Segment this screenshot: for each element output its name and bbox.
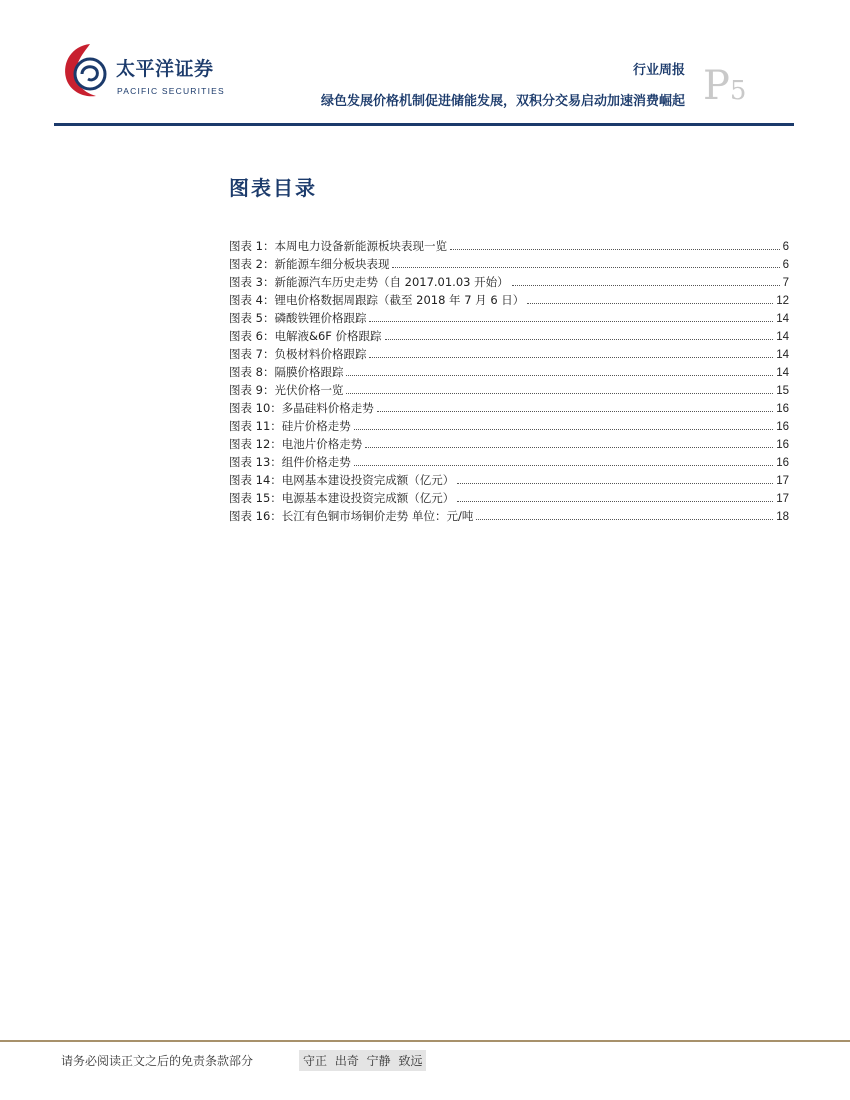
toc-entry-label: 图表 6：电解液&6F 价格跟踪 [229,329,382,343]
toc-entry[interactable] [229,454,789,472]
toc-entry-label: 图表 4：锂电价格数据周跟踪（截至 2018 年 7 月 6 日） [229,293,525,307]
toc-entry[interactable] [229,328,789,346]
logo-english-name: PACIFIC SECURITIES [117,86,225,96]
toc-entry[interactable] [229,292,789,310]
toc-entry-label: 图表 8：隔膜价格跟踪 [229,365,344,379]
toc-entry-label: 图表 13：组件价格走势 [229,455,351,469]
report-type: 行业周报 [632,63,685,78]
toc-leader-dots [369,321,773,322]
footer-disclaimer: 请务必阅读正文之后的免责条款部分 [61,1054,254,1068]
toc-entry-page: 14 [776,367,789,379]
toc-entry-label: 图表 2：新能源车细分板块表现 [229,257,390,271]
toc-entry[interactable] [229,310,789,328]
toc-leader-dots [457,483,773,484]
toc-entry-label: 图表 16：长江有色铜市场铜价走势 单位：元/吨 [229,509,474,523]
toc-entry-page: 14 [776,313,789,325]
toc-entry[interactable] [229,274,789,292]
toc-entry-page: 16 [776,457,789,469]
toc-entry[interactable] [229,418,789,436]
toc-entry-page: 16 [776,403,789,415]
toc-entry-label: 图表 11：硅片价格走势 [229,419,351,433]
toc-leader-dots [365,447,773,448]
toc-entry-page: 16 [776,439,789,451]
footer-divider [0,1040,850,1042]
toc-leader-dots [354,465,773,466]
toc-entry-page: 18 [776,511,789,523]
toc-entry-page: 16 [776,421,789,433]
toc-entry-page: 17 [776,493,789,505]
toc-entry-page: 12 [776,295,789,307]
footer-slogan: 守正 出奇 宁静 致远 [299,1050,426,1071]
toc-leader-dots [369,357,773,358]
toc-entry-label: 图表 15：电源基本建设投资完成额（亿元） [229,491,455,505]
header-divider [54,123,794,126]
toc-leader-dots [377,411,773,412]
page-number [703,63,747,109]
company-logo [60,40,280,100]
toc-heading: 图表目录 [229,176,317,200]
toc-entry[interactable] [229,400,789,418]
toc-leader-dots [457,501,773,502]
toc-entry-label: 图表 1：本周电力设备新能源板块表现一览 [229,239,447,253]
toc-entry-label: 图表 12：电池片价格走势 [229,437,363,451]
toc-entry-page: 7 [782,277,789,289]
toc-leader-dots [354,429,773,430]
toc-entry-page: 14 [776,349,789,361]
toc-entry-page: 17 [776,475,789,487]
toc-entry-label: 图表 5：磷酸铁锂价格跟踪 [229,311,367,325]
toc-entry[interactable] [229,346,789,364]
toc-leader-dots [385,339,774,340]
toc-leader-dots [527,303,773,304]
toc-entry-page: 15 [776,385,789,397]
toc-entry[interactable] [229,472,789,490]
page-number-value: 5 [729,76,747,106]
toc-leader-dots [392,267,779,268]
toc-leader-dots [512,285,780,286]
toc-leader-dots [450,249,780,250]
toc-entry-page: 6 [782,241,789,253]
toc-leader-dots [476,519,773,520]
toc-entry-label: 图表 3：新能源汽车历史走势（自 2017.01.03 开始） [229,275,509,289]
toc-entry[interactable] [229,382,789,400]
toc-entry[interactable] [229,436,789,454]
toc-entry[interactable] [229,508,789,526]
toc-leader-dots [346,393,773,394]
toc-entry-label: 图表 14：电网基本建设投资完成额（亿元） [229,473,455,487]
toc-leader-dots [346,375,773,376]
page-letter: P [703,63,730,109]
toc-list [229,238,789,526]
report-title: 绿色发展价格机制促进储能发展，双积分交易启动加速消费崛起 [320,94,685,109]
logo-chinese-name: 太平洋证券 [116,58,214,80]
toc-entry-page: 14 [776,331,789,343]
toc-entry-label: 图表 10：多晶硅料价格走势 [229,401,374,415]
toc-entry-page: 6 [782,259,789,271]
pacific-securities-logo-icon [60,40,114,100]
toc-entry[interactable] [229,490,789,508]
toc-entry[interactable] [229,364,789,382]
toc-entry[interactable] [229,256,789,274]
toc-entry-label: 图表 9：光伏价格一览 [229,383,344,397]
toc-entry-label: 图表 7：负极材料价格跟踪 [229,347,367,361]
toc-entry[interactable] [229,238,789,256]
